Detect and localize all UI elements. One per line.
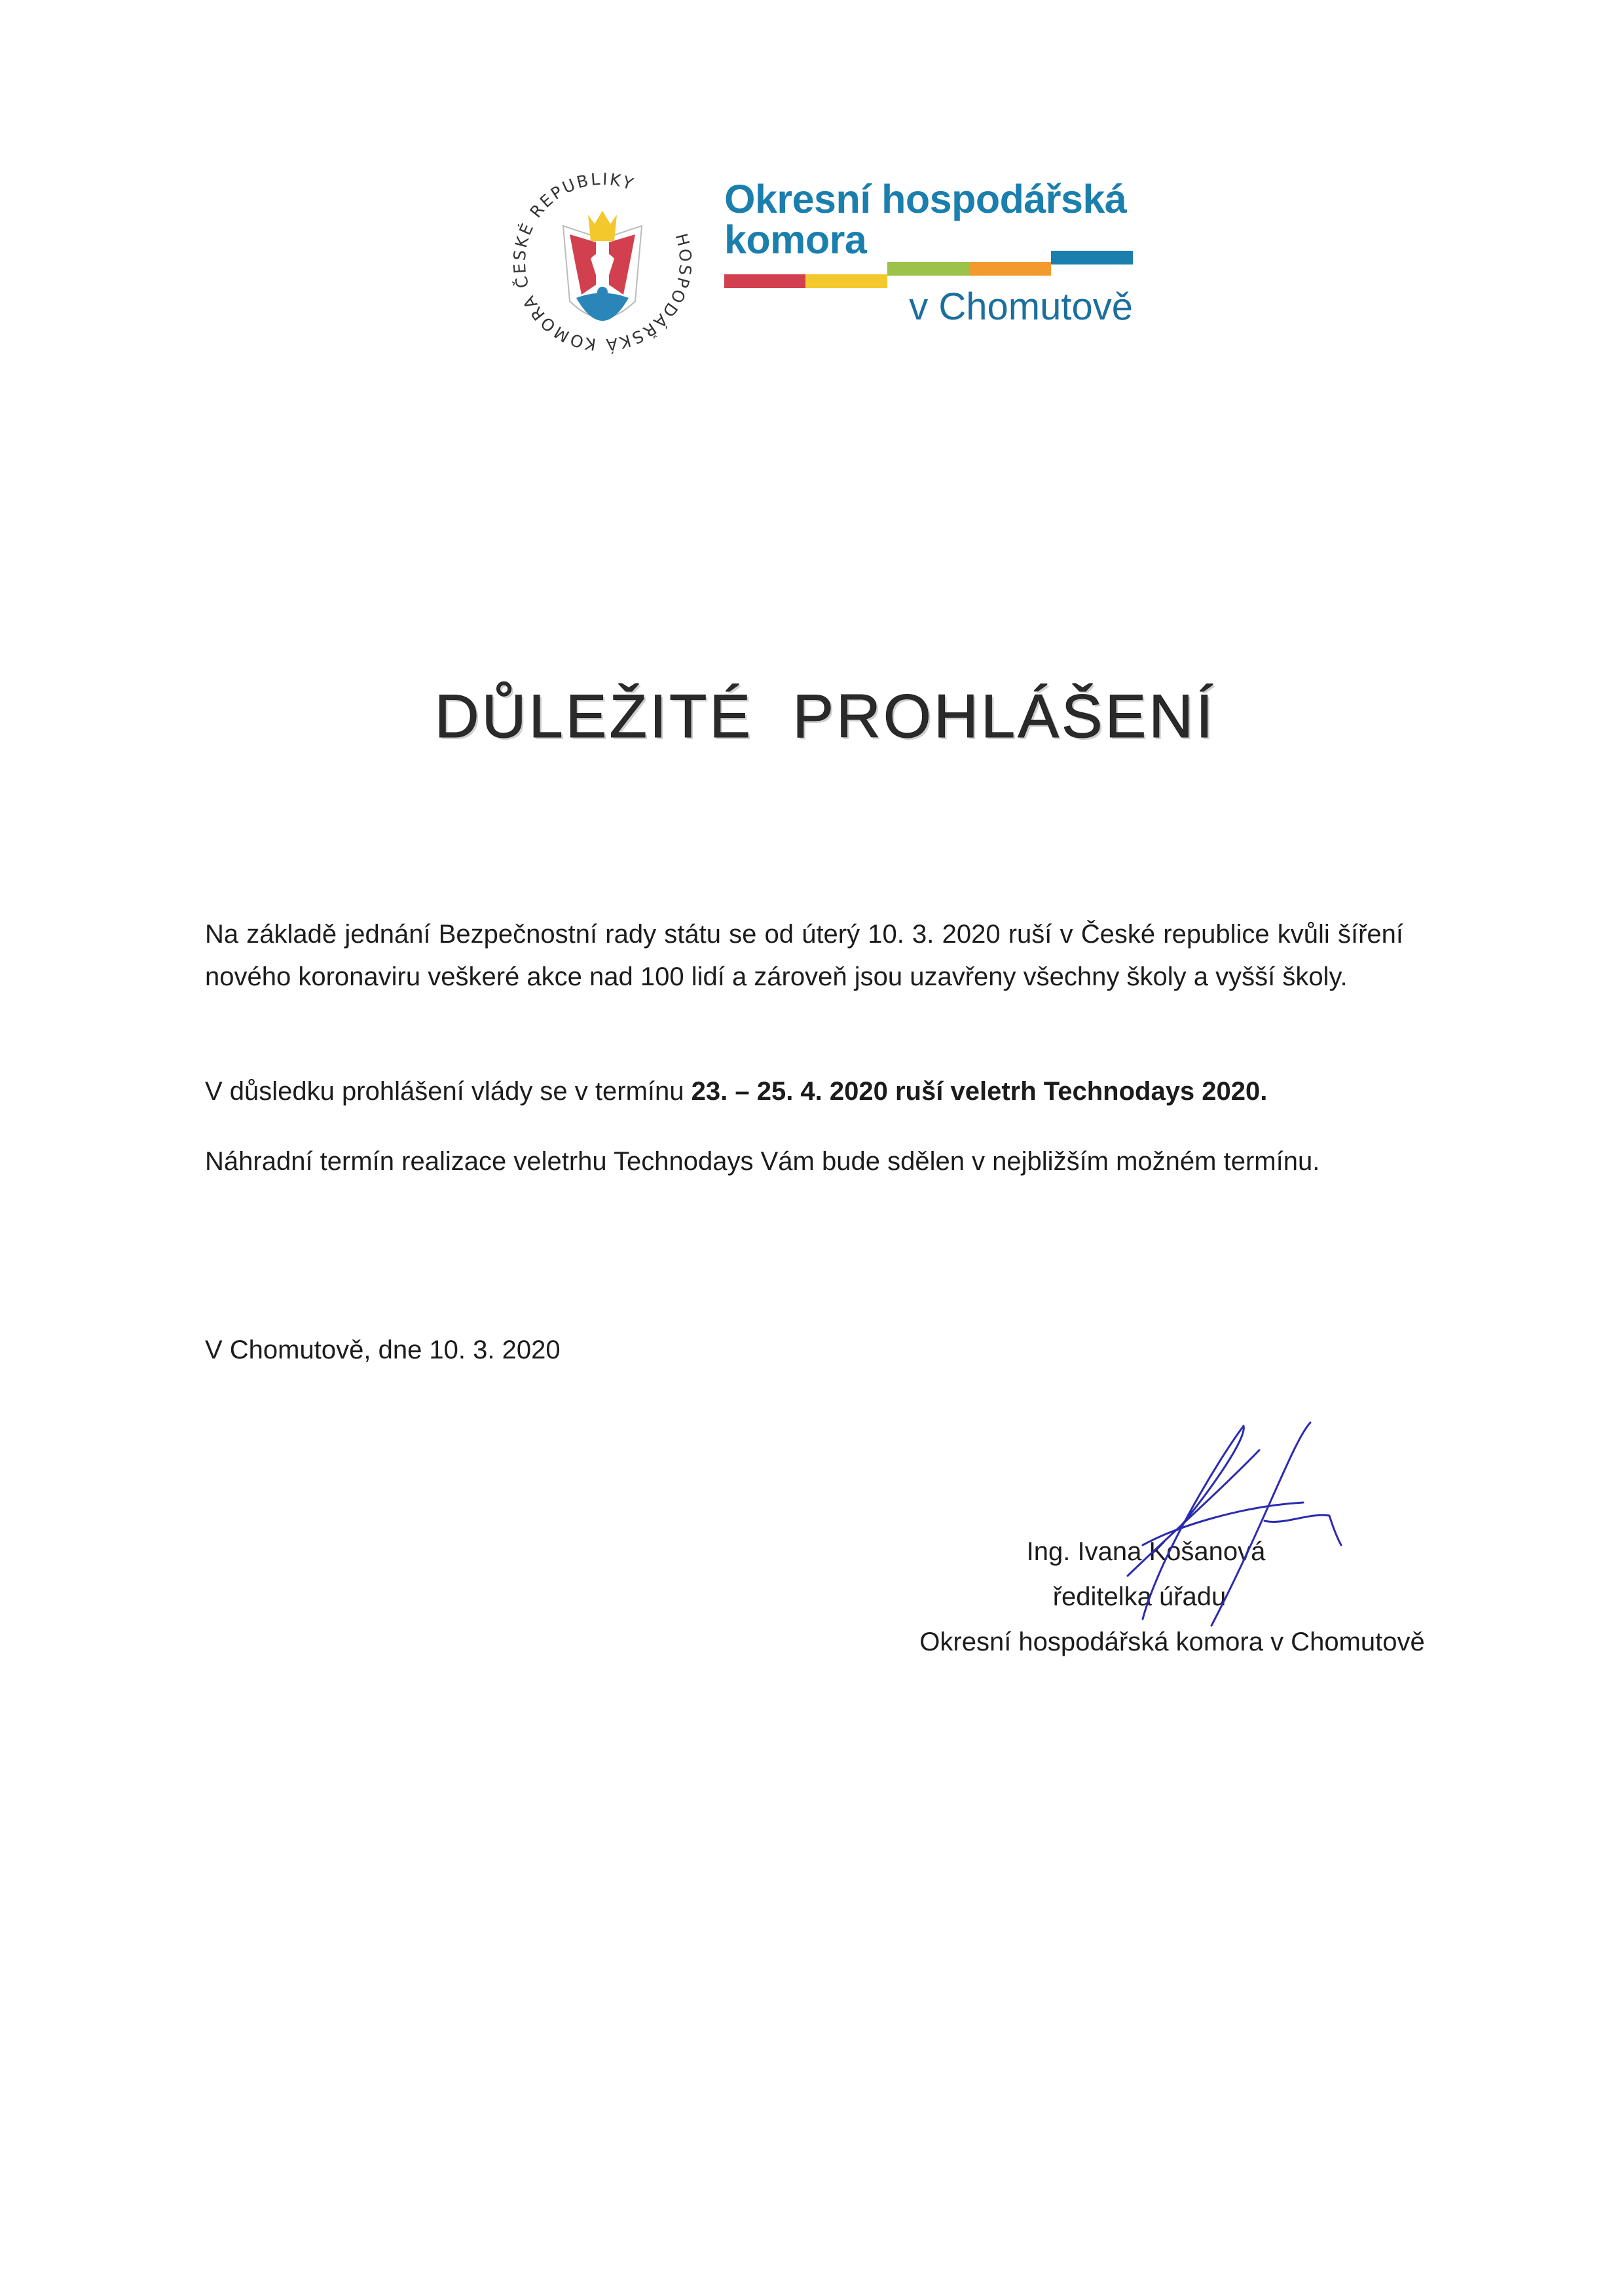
handwritten-signature [851,1375,1506,1669]
brand-bar-green [887,262,969,276]
signatory-role: ředitelka úřadu [1052,1582,1227,1611]
document-title: DŮLEŽITÉ PROHLÁŠENÍ [434,682,1216,750]
paragraph-cancellation-bold: 23. – 25. 4. 2020 ruší veletrh Technodays 2020. [691,1077,1268,1106]
paragraph-announcement: Na základě jednání Bezpečnostní rady státu se od úterý 10. 3. 2020 ruší v České republice kvůli šíření nového koronaviru veškeré akce nad 100 lidí a zároveň jsou uzavřeny všechny školy a vyšší školy. [205,920,1403,991]
paragraph-cancellation-text: V důsledku prohlášení vlády se v termínu [205,1077,692,1106]
place-and-date: V Chomutově, dne 10. 3. 2020 [205,1336,561,1364]
shield-emblem-icon [563,211,642,321]
org-city: v Chomutově [909,285,1133,328]
brand-bar-yellow [805,274,887,288]
paragraph-replacement: Náhradní termín realizace veletrhu Technodays Vám bude sdělen v nejbližším možném termínu. [205,1147,1320,1176]
signatory-name: Ing. Ivana Košanová [1026,1537,1266,1566]
paragraph-cancellation [205,1070,1403,1113]
org-name-line1: Okresní hospodářská [724,177,1127,221]
brand-bar-blue [1051,251,1133,264]
chamber-seal-logo [504,164,701,360]
org-name-line2: komora [724,217,867,262]
brand-bar-red [724,274,805,288]
seal-text: HOSPODÁŘSKÁ KOMORA ČESKÉ REPUBLIKY [509,169,695,355]
signatory-organization: Okresní hospodářská komora v Chomutově [919,1628,1425,1656]
brand-bar-orange [969,262,1051,276]
